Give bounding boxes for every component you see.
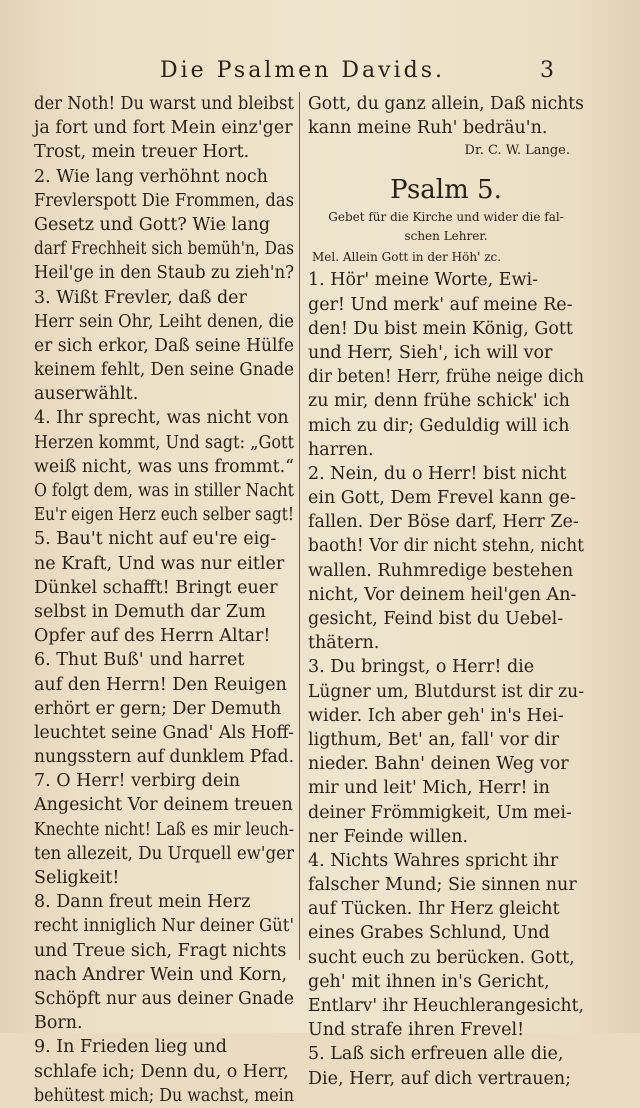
text-line: darf Frechheit sich bemüh'n, Das — [34, 239, 294, 260]
text-line: Herzen kommt, Und sagt: „Gott — [34, 432, 294, 453]
psalm-subtitle — [308, 208, 584, 246]
text-line: sucht euch zu berücken. Gott, — [308, 947, 575, 968]
author-attribution: Dr. C. W. Lange. — [464, 143, 570, 159]
column-divider — [299, 92, 300, 960]
text-line: kann meine Ruh' bedräu'n. — [308, 118, 548, 139]
text-line: gesicht, Feind bist du Uebel- — [308, 609, 564, 629]
psalm-heading: Psalm 5. — [390, 175, 502, 206]
text-line: nicht, Vor deinem heil'gen An- — [308, 584, 577, 605]
text-line: der Noth! Du warst und bleibst — [34, 94, 294, 114]
text-line: baoth! Vor dir nicht stehn, nicht — [308, 536, 584, 557]
text-line: 9. In Frieden lieg und — [34, 1037, 227, 1058]
text-line: deiner Frömmigkeit, Um mei- — [308, 802, 572, 823]
text-line: 6. Thut Buß' und harret — [34, 650, 245, 671]
text-line: nieder. Bahn' deinen Weg vor — [308, 754, 569, 775]
text-line: weiß nicht, was uns frommt.“ — [34, 456, 294, 477]
text-line: Knechte nicht! Laß es mir leuch- — [34, 819, 294, 840]
psalm-continuation — [308, 92, 584, 140]
text-line: Dünkel schafft! Bringt euer — [34, 577, 278, 598]
text-line: mir und leit' Mich, Herr! in — [308, 778, 550, 799]
text-line: Die, Herr, auf dich vertrauen; — [308, 1068, 572, 1089]
text-line: Entlarv' ihr Heuchlerangesicht, — [308, 996, 584, 1016]
text-line: Lügner um, Blutdurst ist dir zu- — [308, 681, 584, 702]
text-line: ner Feinde willen. — [308, 826, 469, 847]
text-line: zu mir, denn frühe schick' ich — [308, 391, 570, 412]
text-line: Born. — [34, 1013, 83, 1034]
text-line: er sich erkor, Daß seine Hülfe — [34, 335, 294, 356]
text-line: harren. — [308, 439, 374, 460]
text-line: 1. Hör' meine Worte, Ewi- — [308, 270, 539, 291]
text-line: 7. O Herr! verbirg dein — [34, 771, 241, 792]
text-line: Herr sein Ohr, Leiht denen, die — [34, 311, 294, 332]
text-line: 5. Laß sich erfreuen alle die, — [308, 1044, 564, 1065]
text-line: geh' mit ihnen in's Gericht, — [308, 971, 550, 992]
text-line: nungsstern auf dunklem Pfad. — [34, 747, 294, 768]
text-line: ger! Und merk' auf meine Re- — [308, 294, 573, 315]
text-line: recht inniglich Nur deiner Güt' — [34, 916, 294, 937]
text-line: Gesetz und Gott? Wie lang — [34, 214, 271, 235]
text-line: nach Andrer Wein und Korn, — [34, 964, 288, 985]
text-line: Opfer auf des Herrn Altar! — [34, 626, 271, 647]
text-line: falscher Mund; Sie sinnen nur — [308, 875, 577, 896]
text-line: Und strafe ihren Frevel! — [308, 1020, 525, 1041]
text-line: ten allezeit, Du Urquell ew'ger — [34, 843, 294, 864]
text-line: fallen. Der Böse darf, Herr Ze- — [308, 512, 579, 533]
left-column — [34, 92, 294, 1108]
page-header — [0, 58, 640, 88]
text-line: behütest mich; Du wachst, mein — [34, 1085, 294, 1106]
text-line: 3. Wißt Frevler, daß der — [34, 287, 247, 308]
text-line: Eu'r eigen Herz euch selber sagt! — [34, 505, 294, 526]
text-line: eines Grabes Schlund, Und — [308, 923, 550, 944]
text-line: auf den Herrn! Den Reuigen — [34, 674, 287, 695]
text-line: Trost, mein treuer Hort. — [34, 142, 250, 163]
text-line: 5. Bau't nicht auf eu're eig- — [34, 529, 277, 550]
text-line: Gott, du ganz allein, Daß nichts — [308, 94, 584, 114]
text-line: und Treue sich, Fragt nichts — [34, 940, 287, 961]
text-line: 2. Nein, du o Herr! bist nicht — [308, 463, 567, 484]
text-line: dir beten! Herr, frühe neige dich — [308, 367, 584, 388]
text-line: und Herr, Sieh', ich will vor — [308, 342, 553, 363]
text-line: den! Du bist mein König, Gott — [308, 318, 573, 339]
text-line: Heil'ge in den Staub zu zieh'n? — [34, 263, 294, 284]
text-line: ja fort und fort Mein einz'ger — [34, 118, 293, 139]
text-line: Schöpft nur aus deiner Gnade — [34, 988, 294, 1009]
text-line: wider. Ich aber geh' in's Hei- — [308, 705, 564, 726]
text-line: leuchtet seine Gnad' Als Hoff- — [34, 722, 294, 743]
right-column — [308, 92, 584, 1091]
text-line: 4. Ihr sprecht, was nicht von — [34, 408, 289, 429]
text-line: selbst in Demuth dar Zum — [34, 601, 266, 622]
psalm-text — [308, 268, 584, 1090]
melody-note: Mel. Allein Gott in der Höh' zc. — [312, 250, 502, 265]
text-line: 2. Wie lang verhöhnt noch — [34, 166, 268, 187]
text-line: auf Tücken. Ihr Herz gleicht — [308, 899, 560, 920]
text-line: 4. Nichts Wahres spricht ihr — [308, 850, 559, 871]
text-line: mich zu dir; Geduldig will ich — [308, 415, 570, 436]
text-line: schlafe ich; Denn du, o Herr, — [34, 1061, 289, 1082]
page-number: 3 — [540, 58, 554, 83]
text-line: Angesicht Vor deinem treuen — [34, 795, 293, 816]
text-line: 3. Du bringst, o Herr! die — [308, 657, 535, 678]
text-line: wallen. Ruhmredige bestehen — [308, 560, 574, 581]
text-line: auserwählt. — [34, 384, 139, 405]
text-line: Seligkeit! — [34, 868, 120, 888]
running-title: Die Psalmen Davids. — [160, 58, 445, 83]
text-line: keinem fehlt, Den seine Gnade — [34, 360, 294, 381]
text-line: ein Gott, Dem Frevel kann ge- — [308, 488, 576, 509]
text-line: Frevlerspott Die Frommen, das — [34, 190, 294, 211]
text-line: thätern. — [308, 633, 380, 654]
text-line: ligthum, Bet' an, fall' vor dir — [308, 729, 560, 750]
subtitle-line: Gebet für die Kirche und wider die fal- — [328, 210, 564, 225]
text-line: erhört er gern; Der Demuth — [34, 698, 282, 719]
text-line: 8. Dann freut mein Herz — [34, 892, 251, 913]
text-line: O folgt dem, was in stiller Nacht — [34, 481, 294, 501]
subtitle-line: schen Lehrer. — [404, 229, 488, 244]
text-line: ne Kraft, Und was nur eitler — [34, 553, 285, 574]
